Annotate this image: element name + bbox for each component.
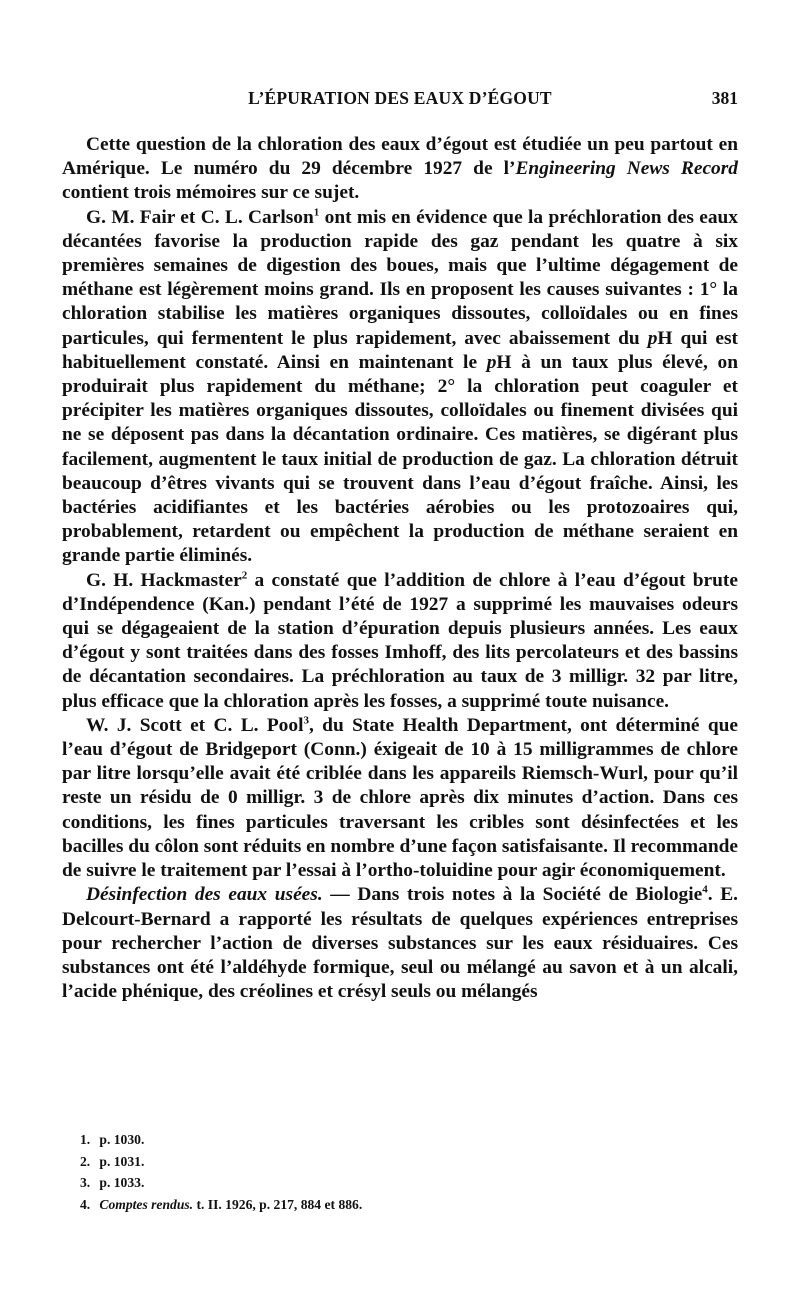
- footnote-text: p. 1031.: [99, 1153, 145, 1169]
- footnote-ref-3: 3: [303, 714, 309, 727]
- footnote-text: p. 1030.: [99, 1132, 145, 1147]
- ph-italic-1: p: [647, 327, 658, 349]
- footnote-number: 4.: [80, 1196, 91, 1212]
- footnote-ref-4: 4: [702, 883, 708, 896]
- paragraph-2: [62, 206, 738, 569]
- paragraph-2-text-c: H qui est habituellement constaté. Ainsi en maintenant le: [62, 327, 739, 373]
- footnote-text: p. 1033.: [99, 1175, 145, 1191]
- body-text: [62, 133, 738, 1004]
- footnote-italic-title: Comptes rendus.: [99, 1196, 194, 1212]
- paragraph-4-text-b: , du State Health Department, ont déterminé que l’eau d’égout de Bridgeport (Conn.) éxigeait de 10 à 15 milligrammes de chlore par litre lorsqu’elle avait été criblée dans les appareils Riemsch-Wurl, pour qu’il reste un résidu de 0 milligr. 3 de chlore après dix minutes d’action. Dans ces conditions, les fines particules traversant les cribles sont désinfectées et les bacilles du côlon sont réduits en nombre d’une façon satisfaisante. Il recommande de suivre le traitement par l’essai à l’ortho-toluidine pour agir économiquement.: [62, 714, 739, 882]
- paragraph-3-text-b: a constaté que l’addition de chlore à l’eau d’égout brute d’Indépendence (Kan.) pendant l’été de 1927 a supprimé les mauvaises odeurs qui se dégageaient de la station d’épuration depuis plusieurs années. Les eaux d’égout y sont traitées dans des fosses Imhoff, des lits percolateurs et des bassins de décantation secondaires. La préchloration au taux de 3 milligr. 32 par litre, plus efficace que la chloration après les fosses, a supprimé toute nuisance.: [62, 569, 738, 712]
- paragraph-2-text-b: ont mis en évidence que la préchloration des eaux décantées favorise la production rapide des gaz pendant les quatre à six premières semaines de digestion des boues, mais que l’ultime dégagement de méthane est légèrement moins grand. Ils en proposent les causes suivantes : 1° la chloration stabilise les matières organiques dissoutes, colloïdales ou en fines particules, qui fermentent le plus rapidement, avec abaissement du: [62, 206, 738, 349]
- paragraph-1-text-a: Cette question de la chloration des eaux d’égout est étudiée un peu partout en Amérique. Le numéro du 29 décembre 1927 de l’: [62, 134, 738, 180]
- ph-italic-2: p: [486, 351, 497, 373]
- paragraph-2-text-d: H à un taux plus élevé, on produirait plus rapidement du méthane; 2° la chloration peut coaguler et précipiter les matières organiques dissoutes, colloïdales ou finement divisées qui ne se déposent pas dans la décantation ordinaire. Ces matières, se digérant plus facilement, augmentent le taux initial de production de gaz. La chloration détruit beaucoup d’êtres vivants qui se trouvent dans l’eau d’égout fraîche. Ainsi, les bactéries acidifiantes et les bactéries aérobies ou les protozoaires qui, probablement, retardent ou empêchent la production de méthane seraient en grande partie éliminés.: [62, 351, 739, 567]
- journal-title: Engineering News Record: [515, 158, 738, 180]
- footnote-1: [80, 1129, 720, 1151]
- footnote-4: [80, 1194, 720, 1216]
- footnote-number: 1.: [80, 1132, 91, 1147]
- paragraph-1: [62, 133, 738, 206]
- paragraph-4: [62, 714, 738, 883]
- page-number: 381: [711, 88, 738, 108]
- paragraph-3-text-a: G. H. Hackmaster: [86, 569, 242, 591]
- paragraph-2-text-a: G. M. Fair et C. L. Carlson: [86, 206, 314, 228]
- footnote-number: 2.: [80, 1153, 91, 1169]
- paragraph-1-text-b: contient trois mémoires sur ce sujet.: [62, 182, 360, 204]
- footnote-ref-2: 2: [241, 569, 248, 582]
- footnotes: [80, 1129, 720, 1215]
- footnote-number: 3.: [80, 1175, 91, 1191]
- running-title: L’ÉPURATION DES EAUX D’ÉGOUT: [248, 88, 552, 108]
- paragraph-5-text-b: . E. Delcourt-Bernard a rapporté les résultats de quelques expériences entreprises pour rechercher l’action de diverses substances sur les eaux résiduaires. Ces substances ont été l’aldéhyde formique, seul ou mélangé au savon et à un alcali, l’acide phénique, des créolines et crésyl seuls ou mélangés: [62, 884, 738, 1003]
- footnote-text: t. II. 1926, p. 217, 884 et 886.: [193, 1196, 363, 1212]
- paragraph-4-text-a: W. J. Scott et C. L. Pool: [86, 714, 304, 736]
- section-heading-italic: Désinfection des eaux usées.: [86, 884, 323, 906]
- footnote-2: [80, 1151, 720, 1173]
- page-header: [62, 84, 738, 114]
- paragraph-3: [62, 569, 738, 714]
- footnote-ref-1: 1: [313, 206, 320, 219]
- footnote-3: [80, 1172, 720, 1194]
- paragraph-5: [62, 883, 738, 1004]
- paragraph-5-text-a: — Dans trois notes à la Société de Biologie: [322, 884, 703, 906]
